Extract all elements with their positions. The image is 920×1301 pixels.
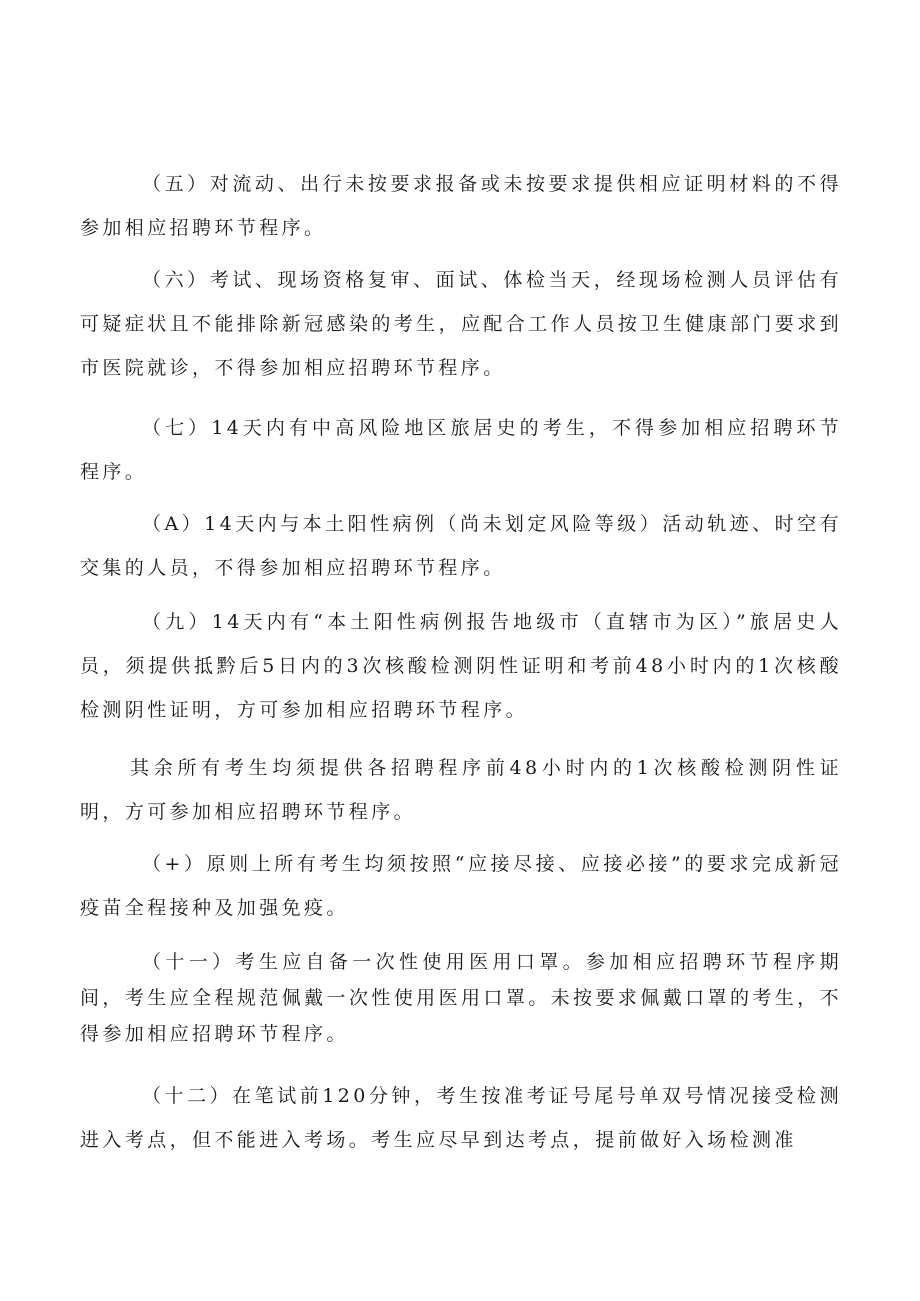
paragraph-10: （+）原则上所有考生均须按照“应接尽接、应接必接”的要求完成新冠疫苗全程接种及加强免疫。 bbox=[80, 853, 842, 919]
paragraph-remaining-candidates: 其余所有考生均须提供各招聘程序前48小时内的1次核酸检测阴性证明，方可参加相应招聘环节程序。 bbox=[80, 757, 842, 823]
paragraph-8: （A）14天内与本土阳性病例（尚未划定风险等级）活动轨迹、时空有交集的人员，不得参加相应招聘环节程序。 bbox=[80, 513, 842, 579]
paragraph-5: （五）对流动、出行未按要求报备或未按要求提供相应证明材料的不得参加相应招聘环节程序。 bbox=[80, 173, 842, 239]
paragraph-7: （七）14天内有中高风险地区旅居史的考生，不得参加相应招聘环节程序。 bbox=[80, 417, 842, 483]
paragraph-12: （十二）在笔试前120分钟，考生按准考证号尾号单双号情况接受检测进入考点，但不能进入考场。考生应尽早到达考点，提前做好入场检测准 bbox=[80, 1085, 842, 1151]
paragraph-9: （九）14天内有“本土阳性病例报告地级市（直辖市为区）”旅居史人员，须提供抵黔后5日内的3次核酸检测阴性证明和考前48小时内的1次核酸检测阴性证明，方可参加相应招聘环节程序。 bbox=[80, 611, 842, 721]
paragraph-11: （十一）考生应自备一次性使用医用口罩。参加相应招聘环节程序期间，考生应全程规范佩戴一次性使用医用口罩。未按要求佩戴口罩的考生，不得参加相应招聘环节程序。 bbox=[80, 951, 842, 1045]
paragraph-6: （六）考试、现场资格复审、面试、体检当天，经现场检测人员评估有可疑症状且不能排除新冠感染的考生，应配合工作人员按卫生健康部门要求到市医院就诊，不得参加相应招聘环节程序。 bbox=[80, 269, 842, 379]
